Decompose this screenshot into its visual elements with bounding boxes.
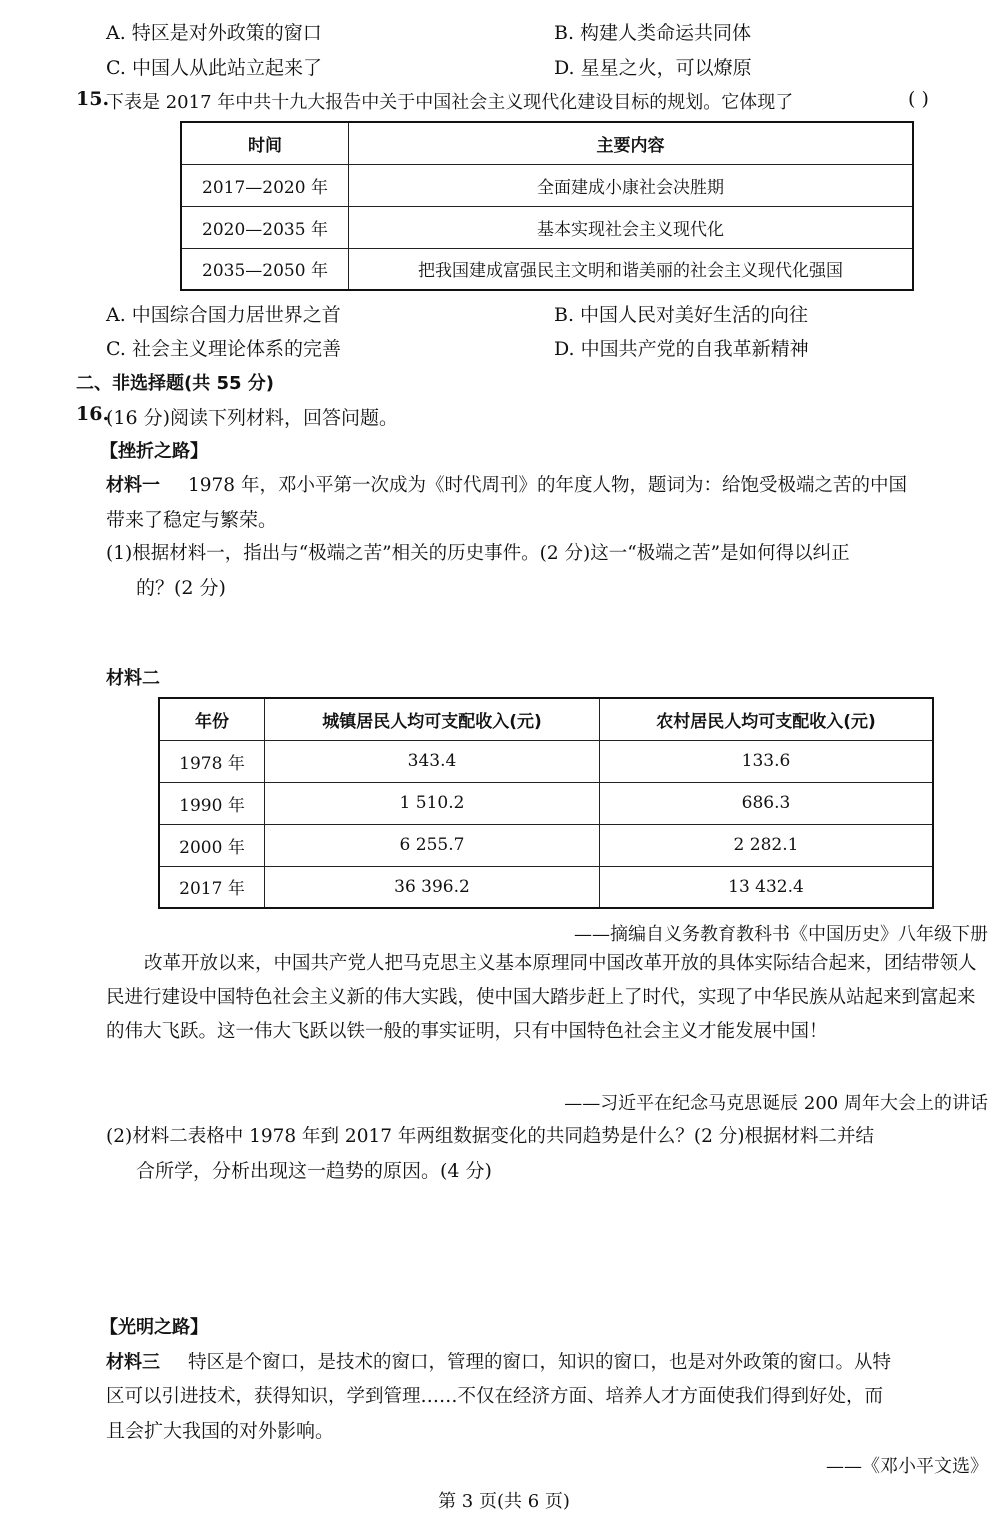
income-cell: 2000 年 xyxy=(159,824,265,866)
q15-option-c: C. 社会主义理论体系的完善 xyxy=(106,338,341,360)
source-citation: ——《邓小平文选》 xyxy=(826,1456,988,1477)
income-header-rural: 农村居民人均可支配收入(元) xyxy=(600,698,934,740)
income-cell: 343.4 xyxy=(265,740,600,782)
income-header-year: 年份 xyxy=(159,698,265,740)
q15-option-b: B. 中国人民对美好生活的向往 xyxy=(554,304,809,326)
q14-option-a: A. 特区是对外政策的窗口 xyxy=(106,22,322,44)
q15-cell: 全面建成小康社会决胜期 xyxy=(349,164,914,206)
material-3-text: 区可以引进技术，获得知识，学到管理……不仅在经济方面、培养人才方面使我们得到好处，而 xyxy=(106,1386,884,1407)
q15-table xyxy=(180,121,914,291)
q14-option-b: B. 构建人类命运共同体 xyxy=(554,22,752,44)
income-cell: 1978 年 xyxy=(159,740,265,782)
q15-cell: 把我国建成富强民主文明和谐美丽的社会主义现代化强国 xyxy=(349,248,914,290)
q15-option-a: A. 中国综合国力居世界之首 xyxy=(106,304,341,326)
q15-option-d: D. 中国共产党的自我革新精神 xyxy=(554,338,809,360)
page-number: 第 3 页(共 6 页) xyxy=(438,1491,570,1512)
source-citation: ——习近平在纪念马克思诞辰 200 周年大会上的讲话 xyxy=(564,1093,988,1114)
q15-number: 15. xyxy=(76,88,110,110)
material-3-text: 且会扩大我国的对外影响。 xyxy=(106,1420,335,1442)
part-title-setback: 【挫折之路】 xyxy=(100,441,208,462)
income-cell: 13 432.4 xyxy=(600,866,934,908)
income-cell: 1990 年 xyxy=(159,782,265,824)
income-cell: 36 396.2 xyxy=(265,866,600,908)
income-cell: 2017 年 xyxy=(159,866,265,908)
income-header-urban: 城镇居民人均可支配收入(元) xyxy=(265,698,600,740)
section-heading: 二、非选择题(共 55 分) xyxy=(76,373,275,394)
q15-cell: 2020—2035 年 xyxy=(181,206,349,248)
material-3-label: 材料三 xyxy=(106,1352,160,1373)
material-2-quote: 改革开放以来，中国共产党人把马克思主义基本原理同中国改革开放的具体实际结合起来，团结带领人民进行建设中国特色社会主义新的伟大实践，使中国大踏步赶上了时代，实现了中华民族从站起来到富起来的伟大飞跃。这一伟大飞跃以铁一般的事实证明，只有中国特色社会主义才能发展中国！ xyxy=(106,953,977,1042)
q15-cell: 基本实现社会主义现代化 xyxy=(349,206,914,248)
income-cell: 1 510.2 xyxy=(265,782,600,824)
material-1-label: 材料一 xyxy=(106,475,160,496)
q15-header-content: 主要内容 xyxy=(349,122,914,164)
income-cell: 6 255.7 xyxy=(265,824,600,866)
q15-cell: 2017—2020 年 xyxy=(181,164,349,206)
income-table xyxy=(158,697,934,909)
source-citation: ——摘编自义务教育教科书《中国历史》八年级下册 xyxy=(574,924,988,945)
sub-question-1: 的？(2 分) xyxy=(136,577,226,599)
q15-answer-paren: ( ) xyxy=(908,88,929,110)
material-3-text: 特区是个窗口，是技术的窗口，管理的窗口，知识的窗口，也是对外政策的窗口。从特 xyxy=(188,1352,892,1373)
q15-cell: 2035—2050 年 xyxy=(181,248,349,290)
income-cell: 133.6 xyxy=(600,740,934,782)
sub-question-2: (2)材料二表格中 1978 年到 2017 年两组数据变化的共同趋势是什么？(2 分)根据材料二并结 xyxy=(106,1126,874,1147)
sub-question-2: 合所学，分析出现这一趋势的原因。(4 分) xyxy=(136,1160,492,1182)
q14-option-c: C. 中国人从此站立起来了 xyxy=(106,57,322,79)
sub-question-1: (1)根据材料一，指出与“极端之苦”相关的历史事件。(2 分)这一“极端之苦”是如何得以纠正 xyxy=(106,543,850,564)
income-cell: 2 282.1 xyxy=(600,824,934,866)
material-2-label: 材料二 xyxy=(106,668,160,689)
q16-stem: (16 分)阅读下列材料，回答问题。 xyxy=(106,407,399,429)
income-cell: 686.3 xyxy=(600,782,934,824)
q16-number: 16. xyxy=(76,403,110,425)
q15-stem: 下表是 2017 年中共十九大报告中关于中国社会主义现代化建设目标的规划。它体现了 xyxy=(106,92,794,113)
material-1-text: 带来了稳定与繁荣。 xyxy=(106,509,278,531)
part-title-bright: 【光明之路】 xyxy=(100,1317,208,1338)
q14-option-d: D. 星星之火，可以燎原 xyxy=(554,57,752,79)
q15-header-time: 时间 xyxy=(181,122,349,164)
material-1-text: 1978 年，邓小平第一次成为《时代周刊》的年度人物，题词为：给饱受极端之苦的中国 xyxy=(188,475,907,496)
